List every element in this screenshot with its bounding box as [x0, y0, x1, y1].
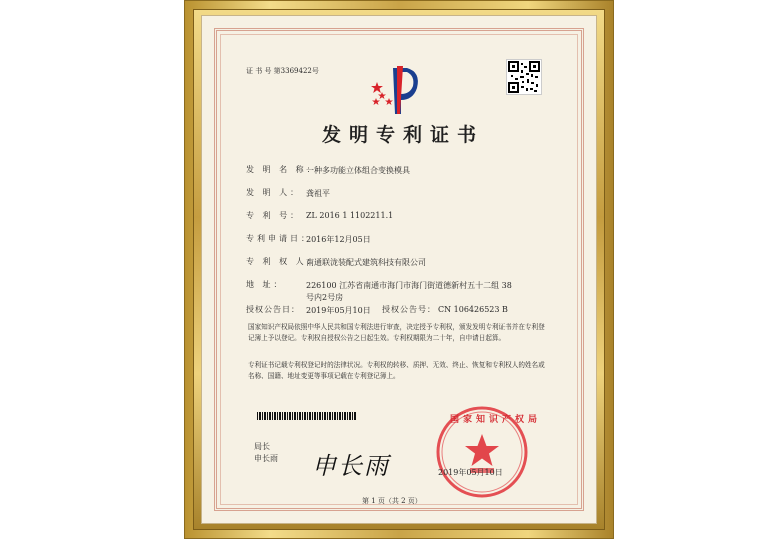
certificate-title: 发明专利证书 — [322, 124, 485, 146]
patent-number: ZL 2016 1 1102211.1 — [306, 211, 394, 220]
patentee: 南通联泷装配式建筑科技有限公司 — [306, 258, 426, 267]
inventor-label: 发 明 人： — [246, 188, 302, 197]
director-signature: 申长雨 — [312, 452, 390, 480]
patent-number-label: 专 利 号： — [246, 211, 302, 220]
legal-notice: 专利证书记载专利权登记时的法律状况。专利权的转移、质押、无效、终止、恢复和专利权人的姓名或名称、国籍、地址变更等事项记载在专利登记簿上。 — [248, 361, 545, 380]
grant-date-label: 授权公告日： — [246, 305, 300, 314]
grant-number: CN 106426523 B — [438, 305, 508, 314]
seal-text: 国家知识产权局 — [450, 415, 542, 425]
invention-name-label: 发 明 名 称： — [246, 165, 318, 174]
page-footer: 第 1 页（共 2 页） — [362, 497, 422, 505]
cert-number: 证 书 号 第3369422号 — [246, 67, 319, 75]
filing-date-label: 专利申请日： — [246, 234, 312, 243]
grant-number-label: 授权公告号： — [382, 305, 436, 314]
director-title: 局长 — [254, 442, 270, 451]
cnipa-logo-icon — [367, 58, 427, 118]
seal-date: 2019年05月10日 — [438, 468, 503, 477]
filing-date: 2016年12月05日 — [306, 235, 371, 244]
address-line1: 226100 江苏省南通市海门市海门街道德新村五十二组 38 — [306, 281, 512, 290]
patentee-label: 专 利 权 人： — [246, 257, 318, 266]
address-line2: 号内2号房 — [306, 293, 344, 302]
director-name: 申长雨 — [254, 454, 278, 463]
invention-name: 一种多功能立体组合变换模具 — [306, 166, 410, 175]
address-label: 地 址： — [246, 280, 285, 289]
certificate-paper — [202, 16, 596, 523]
barcode-icon — [257, 412, 357, 420]
inventor: 龚祖平 — [306, 189, 330, 198]
grant-statement: 国家知识产权局依照中华人民共和国专利法进行审查，决定授予专利权，颁发发明专利证书并在专利登记簿上予以登记。专利权自授权公告之日起生效。专利权期限为二十年，自申请日起算。 — [248, 323, 545, 342]
grant-date: 2019年05月10日 — [306, 306, 371, 315]
qr-code-icon — [507, 60, 541, 94]
